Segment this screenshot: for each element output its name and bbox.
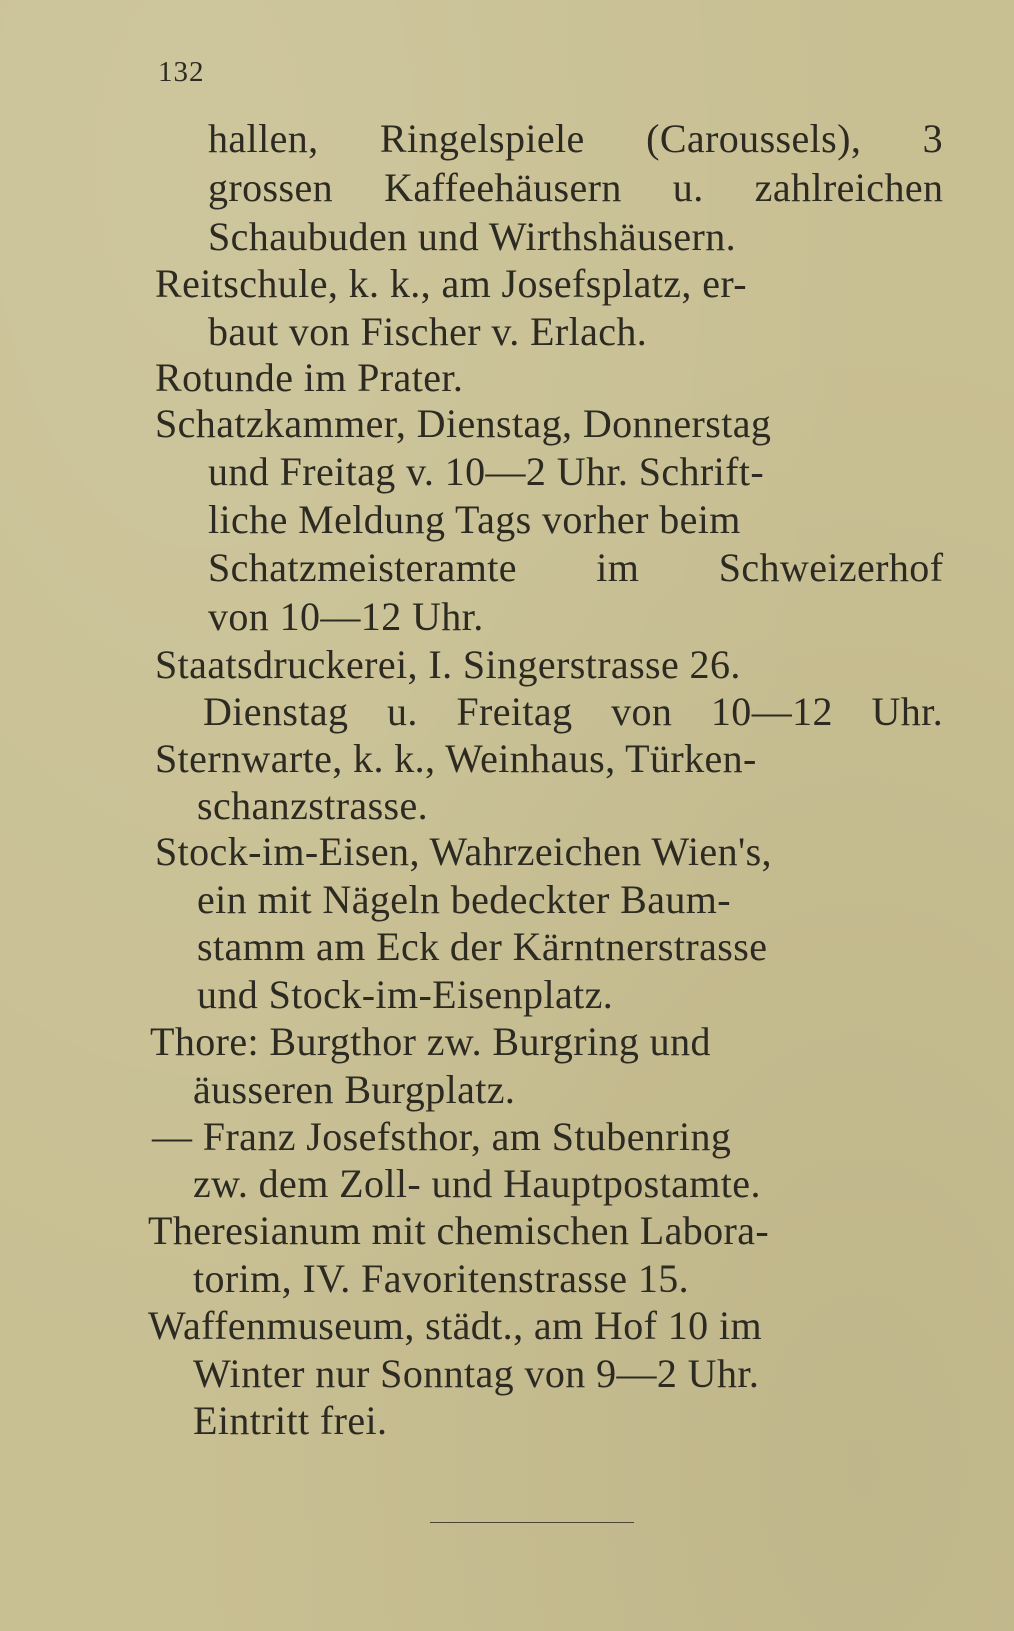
text-line: schanzstrasse. bbox=[197, 783, 429, 828]
text-line: Eintritt frei. bbox=[193, 1398, 388, 1443]
text-line: von 10—12 Uhr. bbox=[208, 594, 484, 639]
text-line: grossen Kaffeehäusern u. zahlreichen bbox=[208, 165, 944, 210]
text-line: Schatzkammer, Dienstag, Donnerstag bbox=[155, 401, 772, 446]
text-line: stamm am Eck der Kärntnerstrasse bbox=[197, 924, 768, 969]
text-line: und Stock-im-Eisenplatz. bbox=[197, 972, 614, 1017]
text-line: Winter nur Sonntag von 9—2 Uhr. bbox=[193, 1351, 760, 1396]
text-line: Sternwarte, k. k., Weinhaus, Türken- bbox=[155, 736, 757, 781]
text-line: Dienstag u. Freitag von 10—12 Uhr. bbox=[203, 689, 944, 734]
text-line: und Freitag v. 10—2 Uhr. Schrift- bbox=[208, 449, 765, 494]
end-rule bbox=[430, 1522, 634, 1523]
text-line: Waffenmuseum, städt., am Hof 10 im bbox=[148, 1303, 762, 1348]
text-line: — Franz Josefsthor, am Stubenring bbox=[152, 1114, 732, 1159]
text-line: torim, IV. Favoritenstrasse 15. bbox=[193, 1256, 690, 1301]
text-line: Rotunde im Prater. bbox=[155, 355, 464, 400]
text-line: liche Meldung Tags vorher beim bbox=[208, 497, 741, 542]
text-line: ein mit Nägeln bedeckter Baum- bbox=[197, 877, 732, 922]
text-line: Schatzmeisteramte im Schweizerhof bbox=[208, 545, 944, 590]
text-line: Stock-im-Eisen, Wahrzeichen Wien's, bbox=[155, 829, 772, 874]
text-line: Reitschule, k. k., am Josefsplatz, er- bbox=[155, 261, 748, 306]
text-line: zw. dem Zoll- und Hauptpostamte. bbox=[193, 1161, 761, 1206]
text-line: hallen, Ringelspiele (Caroussels), 3 bbox=[208, 116, 944, 161]
page-number: 132 bbox=[158, 56, 205, 88]
text-line: Theresianum mit chemischen Labora- bbox=[148, 1208, 770, 1253]
text-line: baut von Fischer v. Erlach. bbox=[208, 309, 648, 354]
text-line: Staatsdruckerei, I. Singerstrasse 26. bbox=[155, 642, 741, 687]
text-line: Thore: Burgthor zw. Burgring und bbox=[150, 1019, 711, 1064]
text-line: Schaubuden und Wirthshäusern. bbox=[208, 214, 737, 259]
text-line: äusseren Burgplatz. bbox=[193, 1067, 516, 1112]
